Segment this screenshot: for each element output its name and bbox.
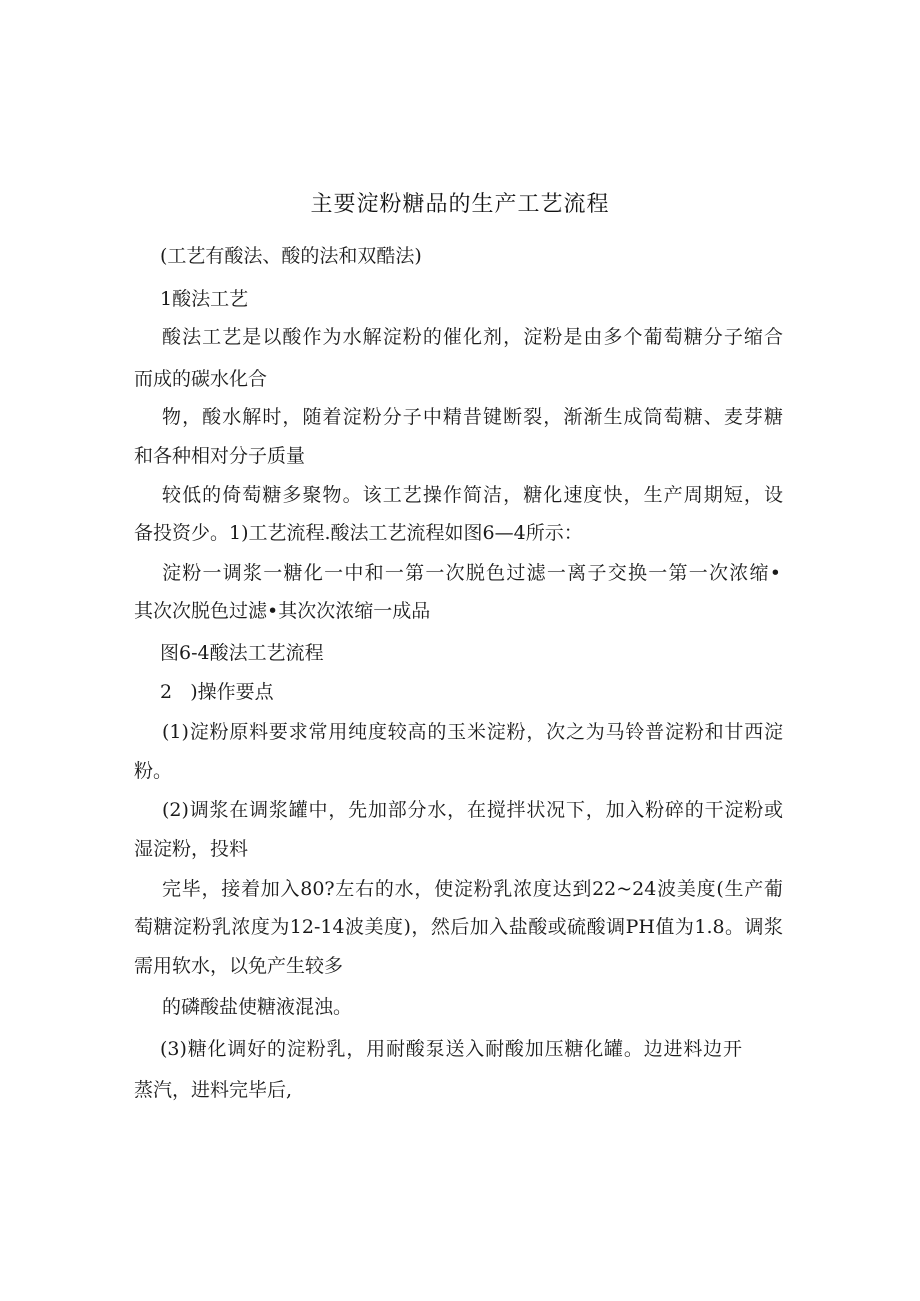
paragraph-line-15: (2)调浆在调浆罐中，先加部分水，在搅拌状况下，加入粉碎的干淀粉或 <box>162 799 783 821</box>
paragraph-line-18: 萄糖淀粉乳浓度为12-14波美度)，然后加入盐酸或硫酸调PH值为1.8。调浆 <box>134 916 783 938</box>
paragraph-line-3: 酸法工艺是以酸作为水解淀粉的催化剂，淀粉是由多个葡萄糖分子缩合 <box>162 326 783 348</box>
section-heading-acid-process: 1酸法工艺 <box>160 288 249 310</box>
figure-caption: 图6-4酸法工艺流程 <box>160 642 324 664</box>
paragraph-line-8: 备投资少。1)工艺流程.酸法工艺流程如图6—4所示： <box>134 522 583 544</box>
section-heading-key-points: 2 )操作要点 <box>160 681 274 703</box>
paragraph-line-14: 粉。 <box>134 760 173 782</box>
paragraph-line-13: (1)淀粉原料要求常用纯度较高的玉米淀粉，次之为马铃普淀粉和甘西淀 <box>162 721 783 743</box>
paragraph-line-17: 完毕，接着加入80?左右的水，使淀粉乳浓度达到22~24波美度(生产葡 <box>162 878 783 900</box>
paragraph-line-19: 需用软水，以免产生较多 <box>134 955 344 977</box>
paragraph-line-6: 和各种相对分子质量 <box>134 445 306 467</box>
paragraph-line-20: 的磷酸盐使糖液混浊。 <box>162 996 353 1018</box>
paragraph-line-4: 而成的碳水化合 <box>134 368 268 390</box>
paragraph-line-22: 蒸汽，进料完毕后, <box>134 1079 293 1101</box>
paragraph-line-16: 湿淀粉，投料 <box>134 838 249 860</box>
paragraph-line-21: (3)糖化调好的淀粉乳，用耐酸泵送入耐酸加压糖化罐。边进料边开 <box>160 1038 742 1060</box>
paragraph-line-7: 较低的倚萄糖多聚物。该工艺操作简洁，糖化速度快，生产周期短，设 <box>162 484 783 506</box>
paragraph-line-9: 淀粉一调浆一糖化一中和一第一次脱色过滤一离子交换一第一次浓缩• <box>162 562 781 584</box>
page-title: 主要淀粉糖品的生产工艺流程 <box>310 192 610 217</box>
paragraph-line-1: (工艺有酸法、酸的法和双酷法) <box>160 245 422 267</box>
paragraph-line-5: 物，酸水解时，随着淀粉分子中精昔键断裂，渐渐生成筒萄糖、麦芽糖 <box>162 406 783 428</box>
paragraph-line-10: 其次次脱色过滤•其次次浓缩一成品 <box>134 600 431 622</box>
